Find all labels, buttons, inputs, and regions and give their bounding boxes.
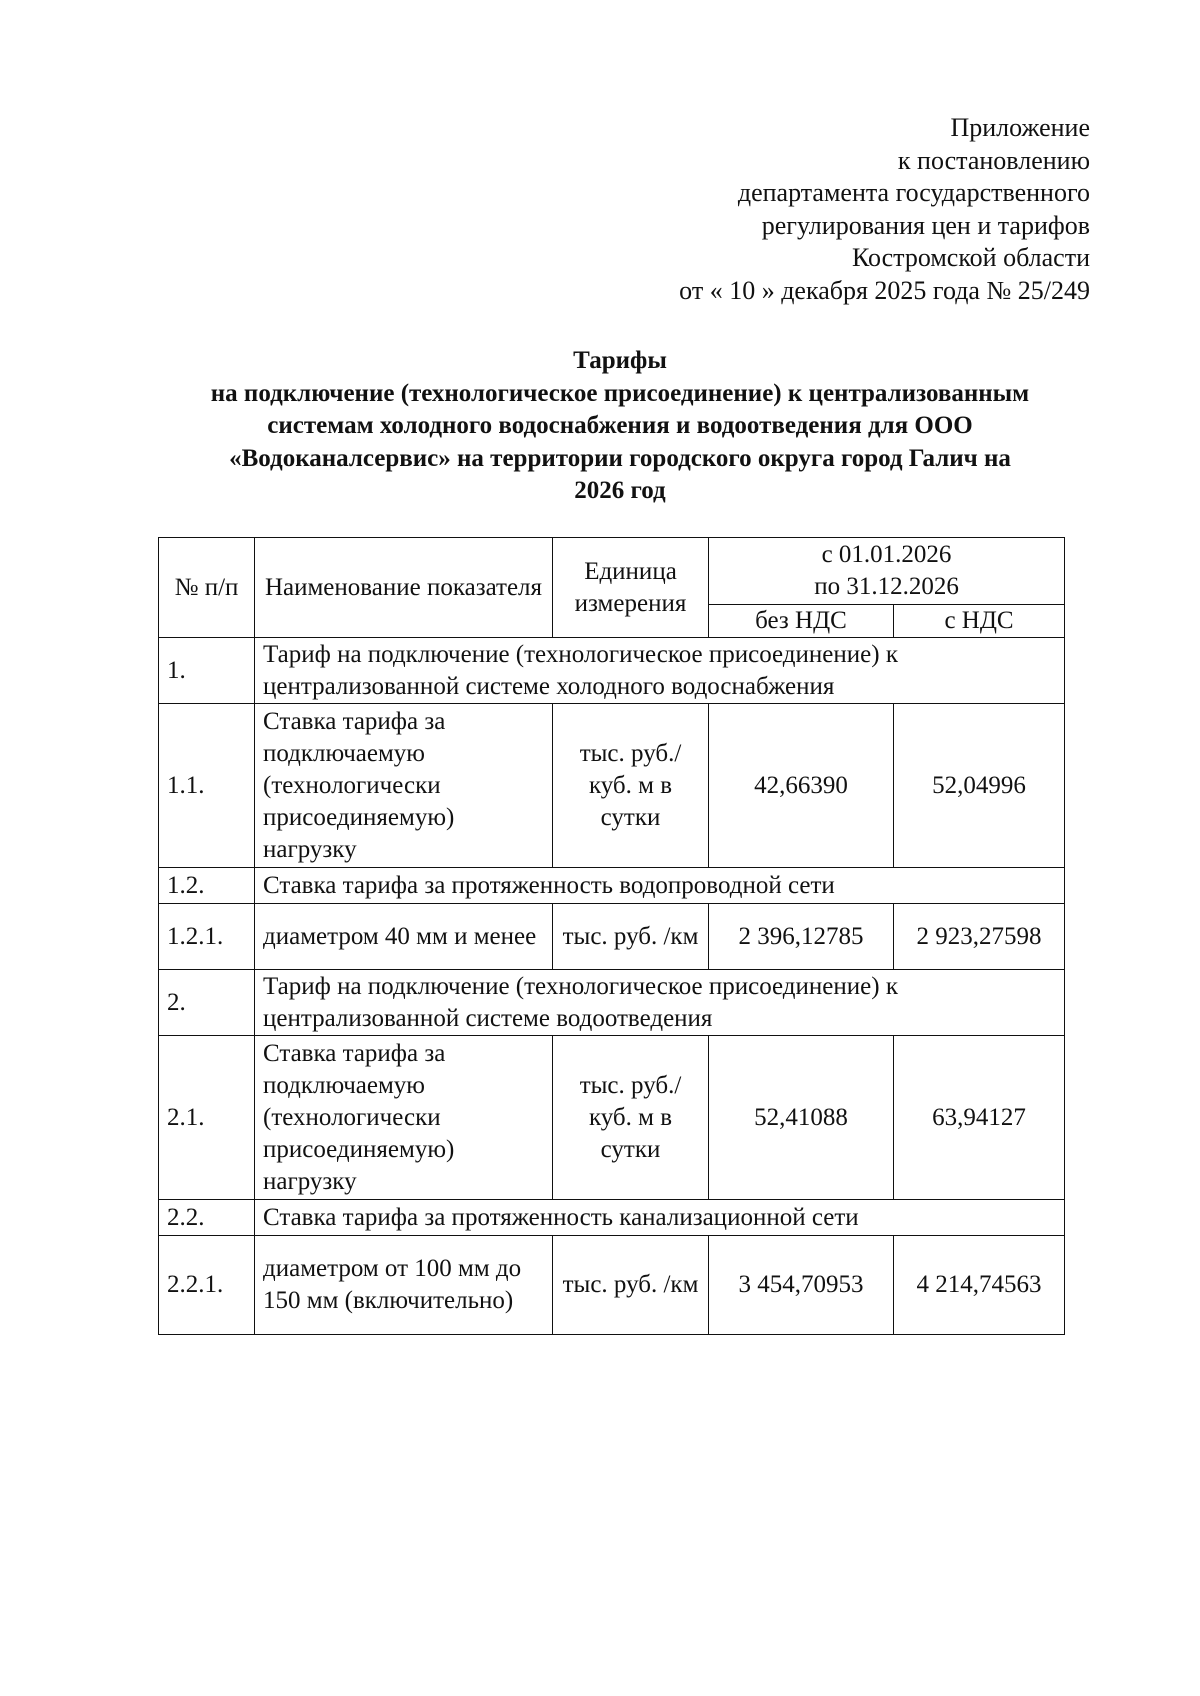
header-num: № п/п bbox=[159, 538, 255, 638]
row-num: 2.1. bbox=[159, 1036, 255, 1200]
row-value-no-vat: 3 454,70953 bbox=[709, 1236, 894, 1335]
row-num: 2. bbox=[159, 970, 255, 1036]
row-num: 1.2. bbox=[159, 868, 255, 904]
table-row bbox=[159, 1036, 1065, 1200]
table-row bbox=[159, 868, 1065, 904]
row-unit: тыс. руб./ куб. м в сутки bbox=[553, 1036, 709, 1200]
table-row bbox=[159, 904, 1065, 970]
appendix-line: Костромской области bbox=[851, 243, 1090, 272]
row-num: 1.1. bbox=[159, 704, 255, 868]
appendix-line: регулирования цен и тарифов bbox=[761, 210, 1090, 240]
header-period-from: с 01.01.2026 bbox=[821, 541, 952, 568]
header-unit: Единица измерения bbox=[553, 538, 709, 638]
appendix-header bbox=[679, 112, 1090, 307]
header-no-vat: без НДС bbox=[709, 605, 894, 638]
row-value-with-vat: 2 923,27598 bbox=[894, 904, 1065, 970]
row-value-no-vat: 52,41088 bbox=[709, 1036, 894, 1200]
section-title: Тариф на подключение (технологическое присоединение) к централизованной системе холодного водоснабжения bbox=[255, 638, 1065, 704]
row-name: диаметром 40 мм и менее bbox=[255, 904, 553, 970]
table-row bbox=[159, 970, 1065, 1036]
row-unit: тыс. руб. /км bbox=[553, 904, 709, 970]
row-name: Ставка тарифа за подключаемую (технологически присоединяемую) нагрузку bbox=[255, 704, 553, 868]
row-name: диаметром от 100 мм до 150 мм (включительно) bbox=[255, 1236, 553, 1335]
header-name: Наименование показателя bbox=[255, 538, 553, 638]
section-title: Ставка тарифа за протяженность канализационной сети bbox=[255, 1200, 1065, 1236]
row-value-with-vat: 63,94127 bbox=[894, 1036, 1065, 1200]
appendix-line: к постановлению bbox=[897, 145, 1090, 175]
table-row bbox=[159, 1236, 1065, 1335]
row-num: 2.2. bbox=[159, 1200, 255, 1236]
row-value-with-vat: 52,04996 bbox=[894, 704, 1065, 868]
row-unit: тыс. руб./ куб. м в сутки bbox=[553, 704, 709, 868]
row-num: 1.2.1. bbox=[159, 904, 255, 970]
row-value-no-vat: 42,66390 bbox=[709, 704, 894, 868]
appendix-line: Приложение bbox=[950, 113, 1090, 142]
row-name: Ставка тарифа за подключаемую (технологически присоединяемую) нагрузку bbox=[255, 1036, 553, 1200]
row-value-no-vat: 2 396,12785 bbox=[709, 904, 894, 970]
section-title: Тариф на подключение (технологическое присоединение) к централизованной системе водоотведения bbox=[255, 970, 1065, 1036]
appendix-line: департамента государственного bbox=[737, 178, 1090, 207]
title-line: на подключение (технологическое присоединение) к централизованным bbox=[210, 379, 1030, 407]
title-line: «Водоканалсервис» на территории городского округа город Галич на bbox=[229, 444, 1011, 472]
document-title bbox=[150, 345, 1090, 508]
row-value-with-vat: 4 214,74563 bbox=[894, 1236, 1065, 1335]
appendix-line: от « 10 » декабря 2025 года № 25/249 bbox=[679, 275, 1090, 305]
header-period-to: по 31.12.2026 bbox=[814, 573, 959, 600]
table-row bbox=[159, 704, 1065, 868]
row-num: 1. bbox=[159, 638, 255, 704]
table-row bbox=[159, 638, 1065, 704]
header-period bbox=[709, 538, 1065, 605]
title-line: 2026 год bbox=[574, 477, 666, 504]
tariffs-table bbox=[158, 537, 1065, 1335]
title-line: Тарифы bbox=[573, 347, 667, 374]
table-header-row bbox=[159, 538, 1065, 605]
section-title: Ставка тарифа за протяженность водопроводной сети bbox=[255, 868, 1065, 904]
row-num: 2.2.1. bbox=[159, 1236, 255, 1335]
header-with-vat: с НДС bbox=[894, 605, 1065, 638]
row-unit: тыс. руб. /км bbox=[553, 1236, 709, 1335]
title-line: системам холодного водоснабжения и водоотведения для ООО bbox=[267, 412, 973, 439]
table-row bbox=[159, 1200, 1065, 1236]
